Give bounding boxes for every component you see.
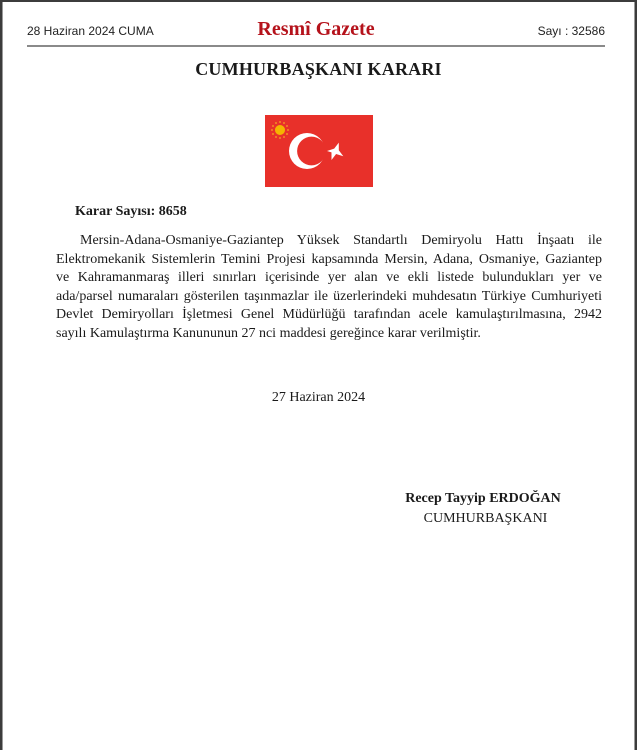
signing-date: 27 Haziran 2024 (271, 390, 366, 405)
signatory-name: Recep Tayyip ERDOĞAN (405, 491, 561, 506)
body-line: Devlet Demiryolları İşletmesi Genel Müdürlüğü tarafından acele kamulaştırılmasına, 2942 (56, 307, 602, 322)
body-line: Elektromekanik Sistemlerin Temini Projesi kapsamında Mersin, Adana, Osmaniye, Gaziantep (56, 251, 602, 267)
signature-block (363, 489, 603, 529)
turkish-presidential-flag-icon (265, 115, 373, 187)
decision-number: Karar Sayısı: 8658 (75, 204, 187, 219)
body-line: ve Kahramanmaraş illeri sınırları içerisinde yer alan ve ekli listede bulundukları yer ve (56, 270, 602, 285)
gazette-title: Resmî Gazete (257, 18, 375, 40)
gazette-header (27, 16, 605, 42)
gazette-page (2, 2, 635, 750)
body-line: sayılı Kamulaştırma Kanununun 27 nci maddesi gereğince karar verilmiştir. (56, 325, 481, 341)
signatory-title: CUMHURBAŞKANI (423, 511, 548, 526)
body-line: Mersin-Adana-Osmaniye-Gaziantep Yüksek Standartlı Demiryolu Hattı İnşaatı ile (80, 233, 602, 248)
document-title: CUMHURBAŞKANI KARARI (195, 59, 442, 79)
issue-number: Sayı : 32586 (537, 24, 605, 38)
header-divider (27, 45, 605, 47)
publication-date: 28 Haziran 2024 CUMA (27, 24, 154, 38)
body-line: ada/parsel numaraları gösterilen taşınmazlar ile üzerlerindeki muhdesatın Türkiye Cumhuriyeti (56, 288, 602, 304)
decision-body (56, 232, 602, 343)
